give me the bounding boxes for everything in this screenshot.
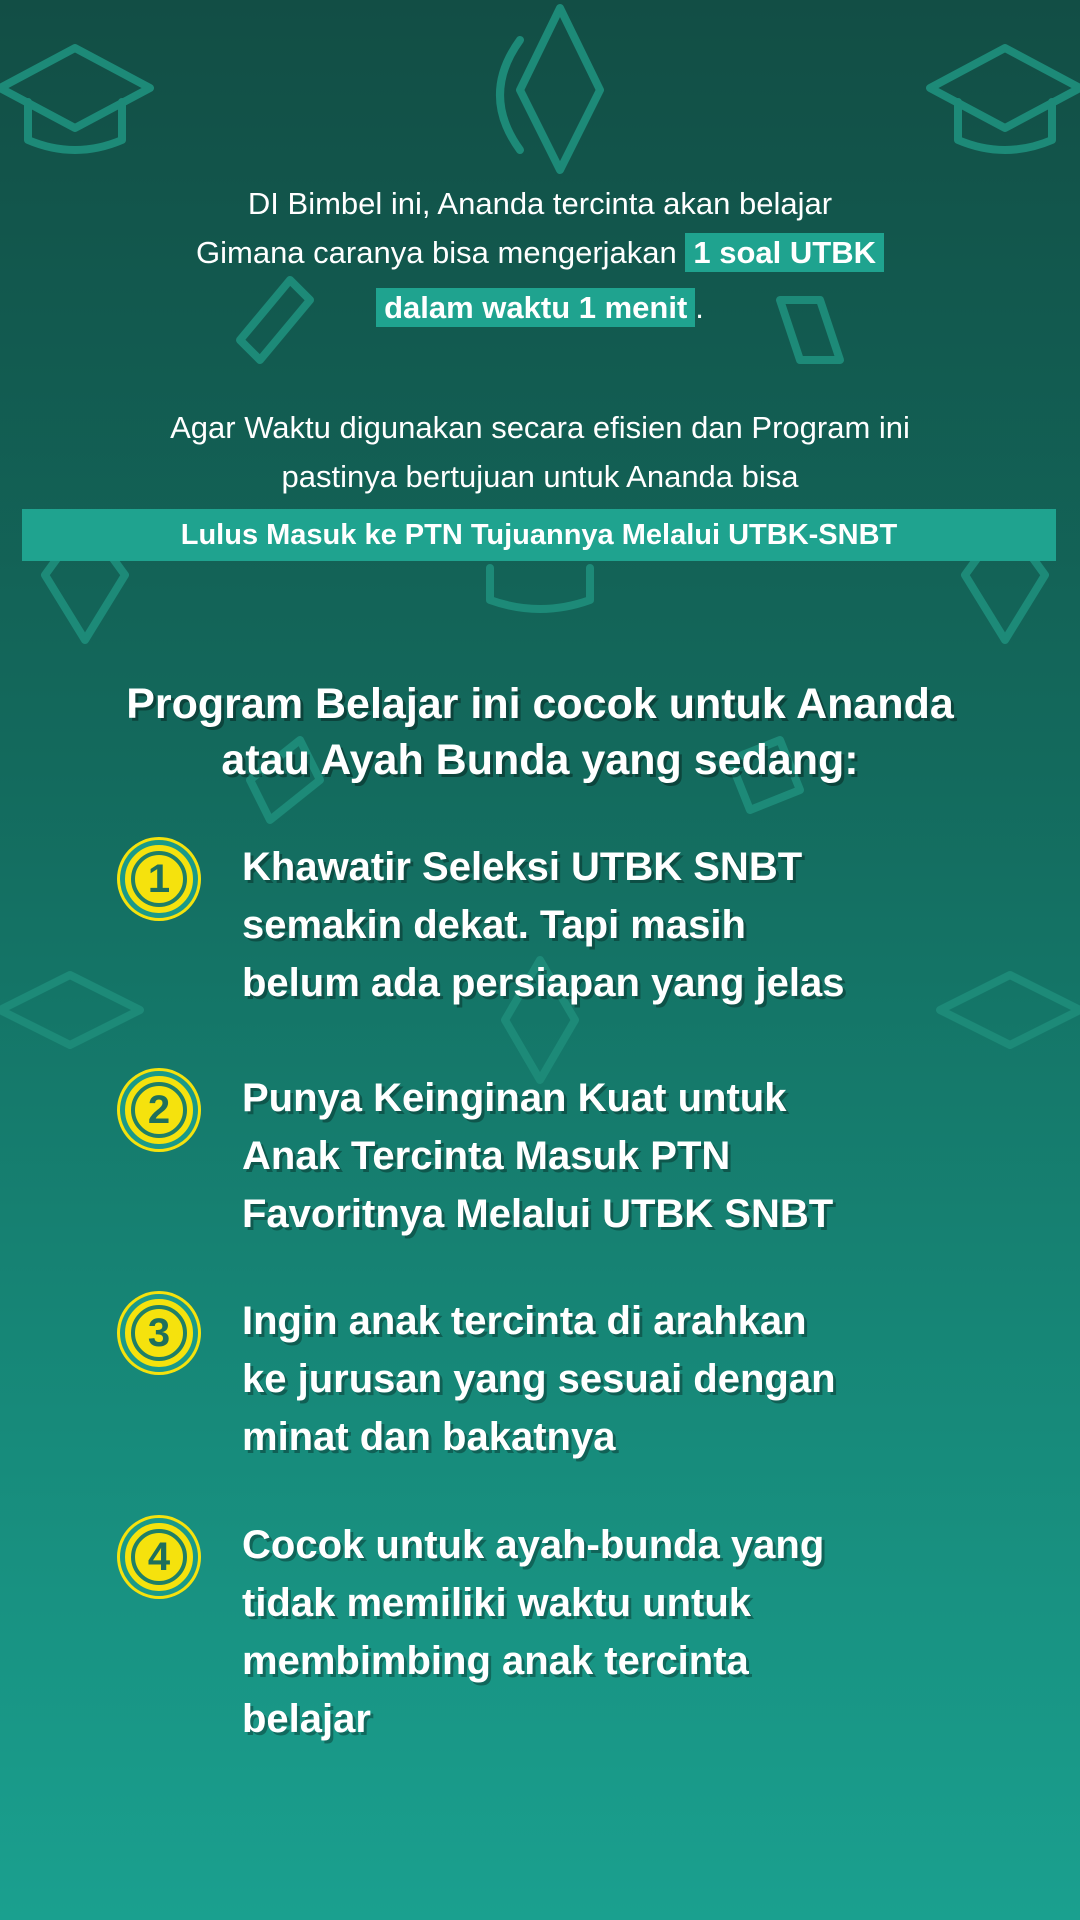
intro-line-2-text: Gimana caranya bisa mengerjakan bbox=[196, 235, 686, 270]
number-badge-icon bbox=[120, 1518, 198, 1596]
list-item-text bbox=[242, 838, 1002, 1012]
number-badge-label: 4 bbox=[131, 1529, 187, 1585]
intro-paragraph-1 bbox=[0, 179, 1080, 332]
highlight-waktu: dalam waktu 1 menit bbox=[376, 288, 695, 327]
intro-line-1: DI Bimbel ini, Ananda tercinta akan belajar bbox=[247, 186, 833, 221]
section-title bbox=[0, 676, 1080, 788]
list-item-line: belajar bbox=[242, 1697, 371, 1741]
list-item-text bbox=[242, 1292, 1002, 1466]
list-item-line: Cocok untuk ayah-bunda yang bbox=[242, 1523, 825, 1567]
highlight-soal-utbk: 1 soal UTBK bbox=[685, 233, 884, 272]
list-item-line: Anak Tercinta Masuk PTN bbox=[242, 1134, 731, 1178]
list-item-line: belum ada persiapan yang jelas bbox=[242, 961, 845, 1005]
list-item-line: minat dan bakatnya bbox=[242, 1415, 616, 1459]
list-item-line: Punya Keinginan Kuat untuk bbox=[242, 1076, 787, 1120]
number-badge-icon bbox=[120, 840, 198, 918]
intro-line-2 bbox=[0, 228, 1080, 277]
intro-para2-line-1: Agar Waktu digunakan secara efisien dan Program ini bbox=[170, 410, 910, 445]
list-item-line: tidak memiliki waktu untuk bbox=[242, 1581, 752, 1625]
list-item-line: ke jurusan yang sesuai dengan bbox=[242, 1357, 836, 1401]
list-item-line: Ingin anak tercinta di arahkan bbox=[242, 1299, 807, 1343]
intro-para2-line-2: pastinya bertujuan untuk Ananda bisa bbox=[281, 459, 799, 494]
list-item-line: membimbing anak tercinta bbox=[242, 1639, 749, 1683]
list-item-text bbox=[242, 1516, 1002, 1748]
number-badge-label: 1 bbox=[131, 851, 187, 907]
intro-line-3 bbox=[0, 283, 1080, 332]
section-title-line-1: Program Belajar ini cocok untuk Ananda bbox=[126, 680, 954, 728]
list-item-line: Favoritnya Melalui UTBK SNBT bbox=[242, 1192, 834, 1236]
highlight-banner: Lulus Masuk ke PTN Tujuannya Melalui UTBK-SNBT bbox=[22, 509, 1056, 561]
list-item-text bbox=[242, 1069, 1002, 1243]
section-title-line-2: atau Ayah Bunda yang sedang: bbox=[221, 736, 859, 784]
list-item-line: semakin dekat. Tapi masih bbox=[242, 903, 746, 947]
number-badge-label: 2 bbox=[131, 1082, 187, 1138]
intro-line-3-period: . bbox=[695, 290, 704, 325]
number-badge-icon bbox=[120, 1071, 198, 1149]
list-item-line: Khawatir Seleksi UTBK SNBT bbox=[242, 845, 803, 889]
number-badge-label: 3 bbox=[131, 1305, 187, 1361]
intro-paragraph-2 bbox=[0, 403, 1080, 501]
number-badge-icon bbox=[120, 1294, 198, 1372]
